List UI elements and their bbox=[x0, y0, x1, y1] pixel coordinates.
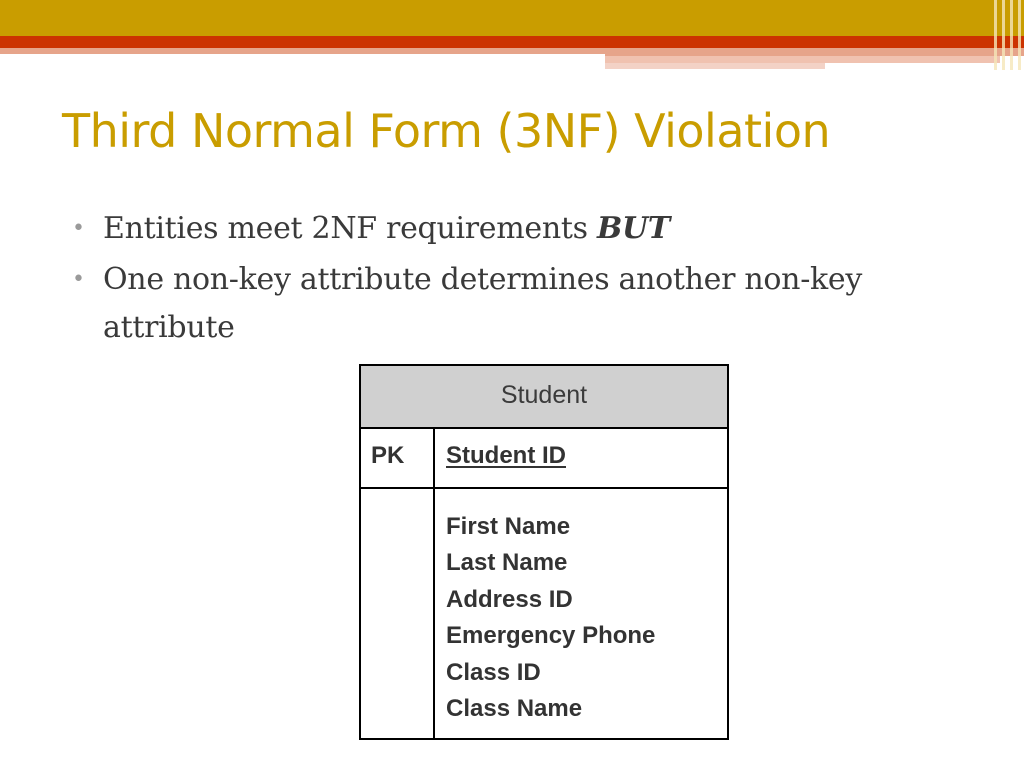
pk-field: Student ID bbox=[446, 442, 566, 469]
primary-key-row bbox=[361, 429, 727, 489]
attribute-item: Address ID bbox=[446, 585, 573, 613]
banner-lighter-band bbox=[605, 63, 825, 69]
pk-label: PK bbox=[371, 442, 405, 469]
slide-title: Third Normal Form (3NF) Violation bbox=[62, 104, 831, 158]
banner-light-band bbox=[605, 56, 1000, 63]
bullet-emphasis: BUT bbox=[596, 211, 670, 246]
attribute-item: First Name bbox=[446, 513, 571, 540]
attribute-section bbox=[361, 487, 727, 738]
banner-red-band bbox=[0, 36, 1024, 48]
attribute-item: Emergency Phone bbox=[446, 622, 656, 650]
banner-pink-band-right bbox=[605, 48, 1024, 56]
banner-stripes bbox=[990, 0, 1024, 70]
attribute-item: Class Name bbox=[446, 695, 583, 723]
top-banner bbox=[0, 0, 1024, 72]
entity-table bbox=[359, 364, 729, 740]
bullet-dot-icon: • bbox=[72, 216, 85, 241]
bullet-dot-icon: • bbox=[72, 267, 85, 292]
bullet-item bbox=[72, 256, 972, 352]
attribute-item: Last Name bbox=[446, 549, 568, 577]
banner-gold-band bbox=[0, 0, 1024, 36]
bullet-list bbox=[72, 205, 972, 355]
attribute-list bbox=[446, 509, 655, 727]
bullet-text: Entities meet 2NF requirements bbox=[103, 211, 597, 246]
banner-pink-band bbox=[0, 48, 605, 54]
bullet-text: One non-key attribute determines another non-key attribute bbox=[103, 262, 863, 345]
bullet-item bbox=[72, 205, 972, 253]
key-column-body bbox=[361, 487, 435, 738]
attribute-item: Class ID bbox=[446, 658, 541, 686]
entity-name: Student bbox=[361, 366, 727, 429]
